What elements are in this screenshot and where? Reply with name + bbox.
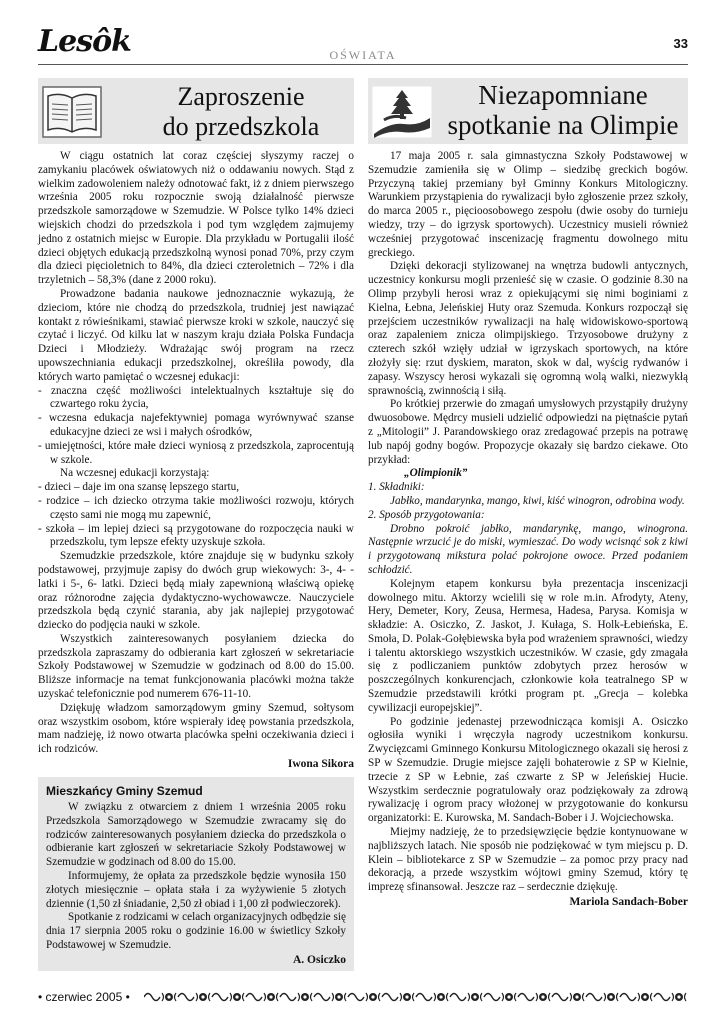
- masthead: [38, 22, 688, 72]
- article-left: [38, 78, 354, 971]
- paragraph: W związku z otwarciem z dniem 1 września 2005 roku Przedszkola Samorządowego w Szemudzie zwracamy się do rodziców zainteresowanych posyłaniem dziecka do przedszkola o odbieranie kart zgłoszeń w sekretariacie Szkoły Podstawowej w Szemudzie w godzinach od 8.00 do 15.00.: [46, 801, 346, 869]
- paragraph: Dzięki dekoracji stylizowanej na wnętrza budowli antycznych, uczestnicy konkursu mogli przenieść się w czasie. O godzinie 8.30 na Olimp przybyli herosi wraz z opiekującymi się nimi boginiami z Kielna, Łebna, Jeleńskiej Huty oraz Szemuda. Konkurs rozpoczął się przejściem uczestników rywalizacji na halę widowiskowo-sportową oraz zapaleniem znicza olimpijskiego. Trzyosobowe drużyny z czterech szkół wzięły udział w igrzyskach sportowych, na które złożyły się: rzut dyskiem, maraton, skok w dal, wyścig rydwanów i zapasy. Wszyscy herosi wykazali się ogromną wolą walki, niezwykłą sprawnością, zwinnością i siłą.: [368, 260, 688, 397]
- article-title: [438, 80, 688, 140]
- author-signature: Iwona Sikora: [287, 758, 354, 771]
- recipe-heading: 1. Składniki:: [368, 481, 425, 494]
- paragraph: Szemudzkie przedszkole, które znajduje się w budynku szkoły podstawowej, przyjmuje zapisy do dwóch grup wiekowych: 3-, 4- -latki i 5-, 6- latki. Dzieci będą miały zapewnioną właściwą opiekę oraz różnorodne zajęcia dydaktyczno-wychowawcze. Nauczyciele przedszkola będą czynić starania, aby jak najlepiej przygotować dziecko do podjęcia nauki w szkole.: [38, 550, 354, 632]
- article-title-box: [38, 78, 354, 144]
- recipe-ingredients: Jabłko, mandarynka, mango, kiwi, kiść winogron, odrobina wody.: [390, 494, 685, 507]
- list-item: - znaczna część możliwości intelektualnych kształtuje się do czwartego roku życia,: [38, 384, 354, 411]
- list-item: - umiejętności, które małe dzieci wyniosą z przedszkola, zaprocentują w szkole.: [38, 439, 354, 466]
- magazine-logo: Lesôk: [38, 24, 131, 59]
- article-title: [128, 82, 354, 142]
- paragraph: W ciągu ostatnich lat coraz częściej słyszymy raczej o zamykaniu placówek oświatowych niż o oddawaniu nowych. Stąd z wielkim zadowoleniem należy odnotować fakt, iż z dniem pierwszego września 2005 roku rozpocznie swoją działalność pierwsze przedszkole samorządowe w Szemudzie. W Polsce tylko 14% dzieci wiejskich chodzi do przedszkola i pod tym względem zajmujemy jedno z ostatnich miejsc w Europie. Dla przykładu w Portugalii ilość dzieci objętych edukacją przedszkolną wynosi ponad 70%, przy czym dla dzieci pięcioletnich to 84%, dla dzieci czteroletnich – 72% i dla trzyletnich – 58,3% (dane z 2000 roku).: [38, 150, 354, 287]
- paragraph: Miejmy nadzieję, że to przedsięwzięcie będzie kontynuowane w najbliższych latach. Nie sposób nie podziękować w tym miejscu p. D. Klein – bibliotekarce z SP w Szemudzie – za pomoc przy pracy nad dekoracją, a przede wszystkim wójtowi gminy Szemud, który tę imprezę sfinansował. Jeszcze raz – serdecznie dziękuję.: [368, 826, 688, 894]
- mountain-road-icon: [370, 84, 434, 140]
- list-item: - rodzice – ich dziecko otrzyma takie możliwości rozwoju, których często sami nie mogą mu zapewnić,: [38, 494, 354, 521]
- notice-signature: A. Osiczko: [292, 953, 346, 966]
- article-title-box: [368, 78, 688, 144]
- recipe-title: „Olimpionik”: [404, 467, 468, 480]
- article-right: [368, 78, 688, 909]
- paragraph: Wszystkich zainteresowanych posyłaniem dziecka do przedszkola zapraszamy do odbierania kart zgłoszeń w sekretariacie Szkoły Podstawowej w Szemudzie w godzinach od 8.00 do 15.00. Bliższe informacje na temat funkcjonowania placówki można także uzyskać telefonicznie pod numerem 676-11-10.: [38, 632, 354, 701]
- author-signature: Mariola Sandach-Bober: [569, 896, 688, 909]
- floral-ornament-icon: [144, 988, 688, 1006]
- paragraph: Informujemy, że opłata za przedszkole będzie wynosiła 150 złotych miesięcznie – opłata stała i za wyżywienie 5 złotych dziennie (1,50 zł śniadanie, 2,50 zł obiad i 1,00 zł podwieczorek).: [46, 870, 346, 910]
- section-name: OŚWIATA: [329, 48, 397, 62]
- paragraph: Kolejnym etapem konkursu była prezentacja inscenizacji dowolnego mitu. Aktorzy wcielili się w role m.in. Afrodyty, Ateny, Hery, Demeter, Kory, Zeusa, Hermesa, Hadesa, Parysa. Komisja w składzie: A. Osiczko, Z. Jaskot, J. Kułaga, S. Holk-Łebieńska, E. Smoła, D. Polak-Gołębiewska była pod wrażeniem sprawności, wiedzy i talentu aktorskiego wszystkich uczestników. W czasie, gdy zmagała się z podliczaniem punktów zdobytych przez herosów w poszczególnych konkurencjach, członkowie koła teatralnego SP w Szemudzie przedstawili krótki program pt. „Grecja – kolebka cywilizacji europejskiej”.: [368, 577, 689, 714]
- paragraph: Prowadzone badania naukowe jednoznacznie wykazują, że dzieciom, które nie chodzą do przedszkola, trudniej jest nawiązać kontakt z rówieśnikami, stawiać pierwsze kroki w szkole, nauczyć się czytać i liczyć. Od kilku lat w naszym kraju działa Polska Fundacja Dzieci i Młodzieży. Wdrażając swój program na rzecz upowszechniania edukacji przedszkolnej, określiła powody, dla których warto pamiętać o wczesnej edukacji:: [38, 287, 354, 383]
- page-footer: [38, 988, 688, 1008]
- paragraph: Po godzinie jedenastej przewodnicząca komisji A. Osiczko ogłosiła wyniki i wręczyła nagrody uczestnikom konkursu. Zwycięzcami Gminnego Konkursu Mitologicznego okazali się herosi z SP w Szemudzie. Drugie miejsce zajęli bohaterowie z SP w Kielnie, trzecie z SP w Łebnie, zaś czwarte z SP w Jeleńskiej Hucie. Wszystkim serdecznie pogratulowały oraz podziękowały za zdrową rywalizację i ogrom pracy włożonej w przygotowanie do konkursu organizatorki: E. Kurowska, M. Sandach-Bober i J. Wojciechowska.: [368, 715, 688, 825]
- page-number: 33: [673, 36, 688, 51]
- bullet-list: [38, 481, 354, 550]
- title-line: Niezapomniane: [478, 80, 648, 110]
- title-line: spotkanie na Olimpie: [447, 110, 679, 140]
- title-line: Zaproszenie: [177, 82, 305, 111]
- paragraph: Na wczesnej edukacji korzystają:: [60, 467, 210, 480]
- book-icon: [40, 84, 104, 140]
- recipe-heading: 2. Sposób przygotowania:: [368, 508, 485, 521]
- paragraph: Po krótkiej przerwie do zmagań umysłowych przystąpiły drużyny dwuosobowe. Mędrcy musieli udzielić odpowiedzi na piętnaście pytań z „Mitologii” J. Parandowskiego oraz zredagować przepis na potrawę lub napój godny bogów. Propozycje okazały się bardzo ciekawe. Oto przykład:: [368, 398, 688, 466]
- paragraph: 17 maja 2005 r. sala gimnastyczna Szkoły Podstawowej w Szemudzie zamieniła się w Olimp – siedzibę greckich bogów. Przyczyną takiej przemiany był Gminny Konkurs Mitologiczny. Warunkiem przystąpienia do rywalizacji było zgłoszenie przez szkoły, do marca 2005 r., pięcioosobowego zespołu (dwie osoby do turnieju wiedzy, trzy – do igrzysk sportowych). Uczestnicy musieli również wcześniej przygotować inscenizację fragmentu dowolnego mitu greckiego.: [368, 150, 688, 259]
- issue-date: • czerwiec 2005 •: [38, 990, 130, 1004]
- header-rule: [38, 64, 688, 65]
- notice-box: [38, 777, 354, 971]
- title-line: do przedszkola: [162, 112, 320, 141]
- list-item: - wczesna edukacja najefektywniej pomaga wyrównywać szanse edukacyjne dzieci ze wsi i małych ośrodków,: [38, 412, 354, 438]
- list-item: - dzieci – daje im ona szansę lepszego startu,: [38, 481, 239, 494]
- paragraph: Spotkanie z rodzicami w celach organizacyjnych odbędzie się dnia 17 sierpnia 2005 roku o godzinie 16.00 w świetlicy Szkoły Podstawowej w Szemudzie.: [46, 911, 346, 952]
- paragraph: Dziękuję władzom samorządowym gminy Szemud, sołtysom oraz wszystkim osobom, które wspierały ideę powstania przedszkola, mam nadzieję, iż nowo otwarta placówka spełni oczekiwania dzieci i ich rodziców.: [38, 701, 354, 756]
- recipe-block: [368, 467, 688, 577]
- notice-title: Mieszkańcy Gminy Szemud: [46, 784, 203, 799]
- recipe-method: Drobno pokroić jabłko, mandarynkę, mango, winogrona. Następnie wrzucić je do miski, wymieszać. Do wody wcisnąć sok z kiwi i przygotowaną mikstura polać pokrojone owoce. Przed podaniem schłodzić.: [368, 522, 688, 576]
- list-item: - szkoła – im lepiej dzieci są przygotowane do rozpoczęcia nauki w przedszkolu, tym lepsze efekty uzyskuje szkoła.: [38, 522, 354, 549]
- bullet-list: [38, 385, 354, 468]
